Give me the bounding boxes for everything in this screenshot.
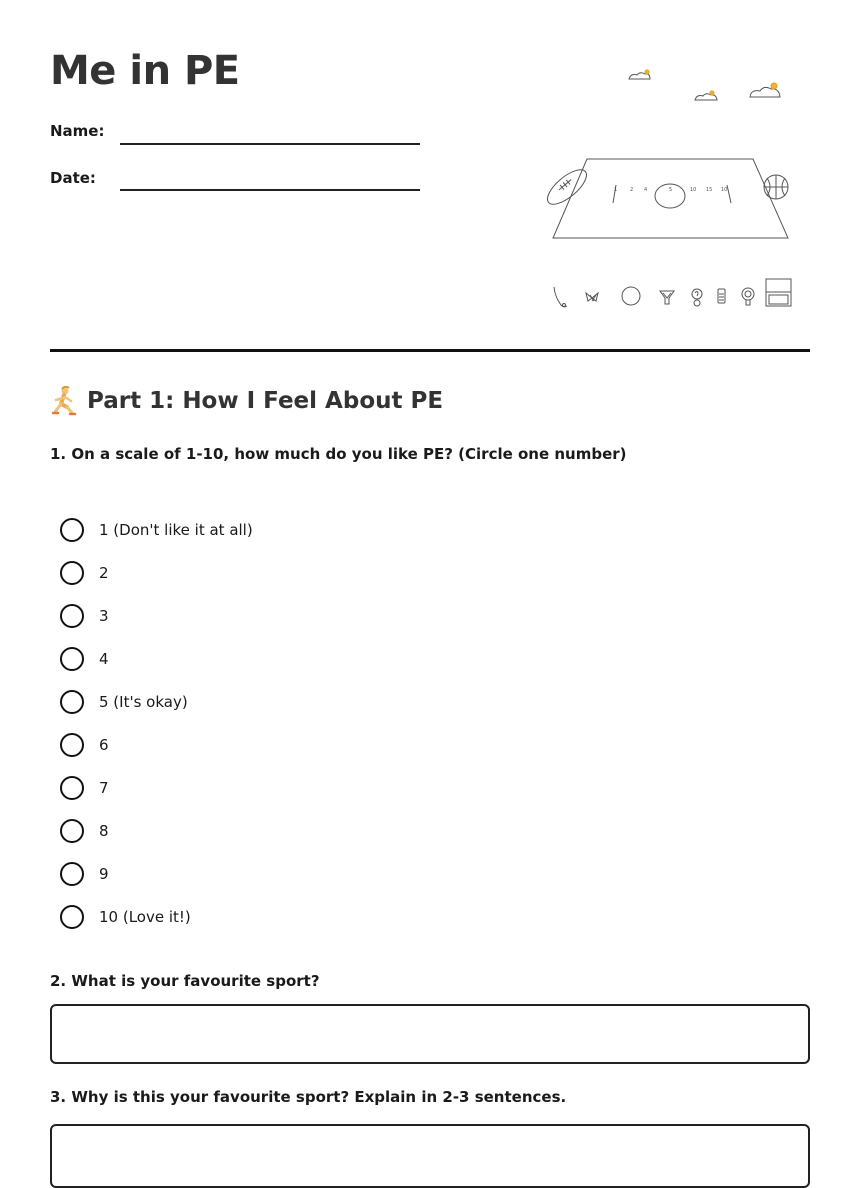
radio-circle[interactable] xyxy=(60,518,84,542)
page-title: Me in PE xyxy=(50,48,240,94)
shuttlecock-icon xyxy=(586,293,598,301)
option-label: 4 xyxy=(99,649,109,668)
section-divider xyxy=(50,349,810,352)
name-label: Name: xyxy=(50,122,105,140)
rating-options xyxy=(60,508,253,938)
option-label: 5 (It's okay) xyxy=(99,692,188,711)
option-label: 10 (Love it!) xyxy=(99,907,191,926)
field-number: 1 xyxy=(614,187,618,193)
radio-circle[interactable] xyxy=(60,647,84,671)
option-label: 3 xyxy=(99,606,109,625)
stopwatch-icon xyxy=(718,289,725,303)
field-number: 15 xyxy=(706,187,713,193)
date-label: Date: xyxy=(50,169,96,187)
question-2: 2. What is your favourite sport? xyxy=(50,972,320,990)
rating-option[interactable] xyxy=(60,551,253,594)
stopwatch-icon xyxy=(692,289,702,306)
option-label: 9 xyxy=(99,864,109,883)
hockey-stick-icon xyxy=(554,287,567,307)
option-label: 1 (Don't like it at all) xyxy=(99,520,253,539)
runner-icon xyxy=(50,386,77,416)
trophy-icon xyxy=(660,291,674,304)
question-3: 3. Why is this your favourite sport? Explain in 2-3 sentences. xyxy=(50,1088,567,1106)
rating-option[interactable] xyxy=(60,852,253,895)
rating-option[interactable] xyxy=(60,680,253,723)
rating-option[interactable] xyxy=(60,637,253,680)
rating-option[interactable] xyxy=(60,594,253,637)
rating-option[interactable] xyxy=(60,895,253,938)
name-field[interactable] xyxy=(120,143,420,145)
radio-circle[interactable] xyxy=(60,733,84,757)
option-label: 7 xyxy=(99,778,109,797)
ball-icon xyxy=(622,287,640,305)
field-icon xyxy=(553,159,788,238)
favourite-sport-answer-box[interactable] xyxy=(50,1004,810,1064)
field-number: 2 xyxy=(630,187,634,193)
field-number: 10 xyxy=(721,187,728,193)
cloud-icon xyxy=(750,83,780,97)
radio-circle[interactable] xyxy=(60,819,84,843)
radio-circle[interactable] xyxy=(60,776,84,800)
rating-option[interactable] xyxy=(60,766,253,809)
rating-option[interactable] xyxy=(60,723,253,766)
goal-icon xyxy=(766,279,791,306)
option-label: 6 xyxy=(99,735,109,754)
field-number: 4 xyxy=(644,187,648,193)
section-heading xyxy=(50,386,443,416)
radio-circle[interactable] xyxy=(60,905,84,929)
radio-circle[interactable] xyxy=(60,862,84,886)
section-title: Part 1: How I Feel About PE xyxy=(87,388,444,414)
option-label: 2 xyxy=(99,563,109,582)
medal-icon xyxy=(742,288,754,305)
rating-option[interactable] xyxy=(60,809,253,852)
cloud-icon xyxy=(695,91,717,100)
explanation-answer-box[interactable] xyxy=(50,1124,810,1188)
question-1: 1. On a scale of 1-10, how much do you like PE? (Circle one number) xyxy=(50,445,627,463)
field-number: 10 xyxy=(690,187,697,193)
basketball-icon xyxy=(764,175,788,199)
date-field[interactable] xyxy=(120,189,420,191)
radio-circle[interactable] xyxy=(60,561,84,585)
cloud-icon xyxy=(629,70,650,79)
sports-illustration xyxy=(540,55,810,315)
radio-circle[interactable] xyxy=(60,690,84,714)
option-label: 8 xyxy=(99,821,109,840)
rating-option[interactable] xyxy=(60,508,253,551)
football-icon xyxy=(542,164,592,210)
field-number: 5 xyxy=(669,187,673,193)
radio-circle[interactable] xyxy=(60,604,84,628)
